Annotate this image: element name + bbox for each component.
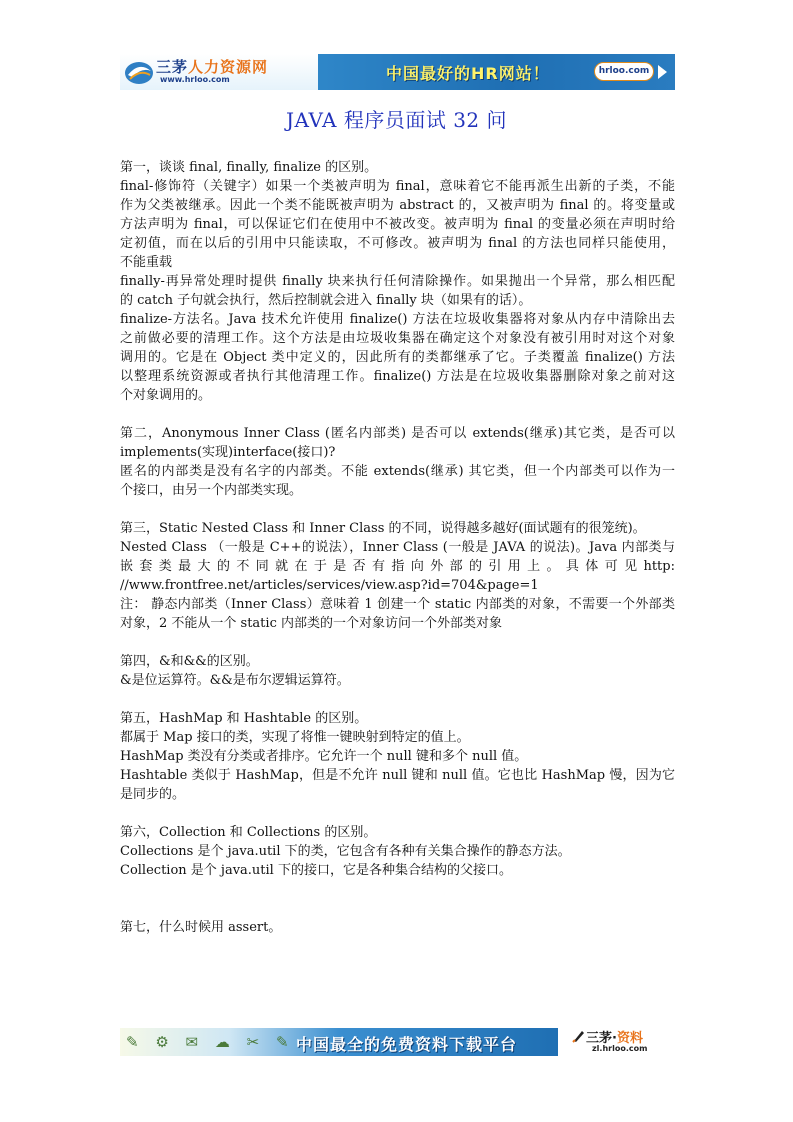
site-brand: 三茅人力资源网 [156, 58, 269, 76]
paragraph-line: 个对象调用的。 [120, 388, 212, 403]
site-link-pill[interactable]: hrloo.com [594, 62, 654, 81]
paragraph-line: finally-再异常处理时提供 finally 块来执行任何清除操作。如果抛出一个异常，那么相匹配 [120, 274, 675, 289]
spacer [120, 804, 675, 823]
header-banner[interactable] [120, 54, 675, 90]
spacer [120, 633, 675, 652]
q4-heading: 第四，&和&&的区别。 [120, 654, 259, 669]
paragraph-line: 以整理系统资源或者执行其他清理工作。finalize() 方法是在垃圾收集器删除对象之前对这 [120, 369, 675, 384]
paragraph-line: implements(实现)interface(接口)? [120, 445, 336, 460]
spacer [120, 880, 675, 918]
paragraph-line: finalize-方法名。Java 技术允许使用 finalize() 方法在垃圾收集器将对象从内存中清除出去 [120, 312, 675, 327]
paragraph-line: 匿名的内部类是没有名字的内部类。不能 extends(继承) 其它类，但一个内部类可以作为一 [120, 464, 675, 479]
paragraph-line: final-修饰符（关键字）如果一个类被声明为 final，意味着它不能再派生出新的子类，不能 [120, 179, 675, 194]
document-title: JAVA 程序员面试 32 问 [285, 108, 507, 132]
q2-heading: 第二，Anonymous Inner Class (匿名内部类) 是否可以 extends(继承)其它类，是否可以 [120, 426, 675, 441]
paragraph-line: Nested Class （一般是 C++的说法），Inner Class (一般是 JAVA 的说法)。Java 内部类与 [120, 540, 675, 555]
spacer [120, 405, 675, 424]
paragraph-line: 都属于 Map 接口的类，实现了将惟一键映射到特定的值上。 [120, 730, 470, 745]
paragraph-link-line[interactable]: //www.frontfree.net/articles/services/view.asp?id=704&page=1 [120, 578, 539, 593]
paragraph-line: Collection 是个 java.util 下的接口，它是各种集合结构的父接口。 [120, 863, 512, 878]
paragraph-line: 之前做必要的清理工作。这个方法是由垃圾收集器在确定这个对象没有被引用时对这个对象 [120, 331, 675, 346]
paragraph-line: 不能重载 [120, 255, 173, 270]
footer-brand: 三茅·资料 [586, 1031, 643, 1046]
paragraph-line: 调用的。它是在 Object 类中定义的，因此所有的类都继承了它。子类覆盖 finalize() 方法 [120, 350, 675, 365]
paragraph-line: HashMap 类没有分类或者排序。它允许一个 null 键和多个 null 值。 [120, 749, 528, 764]
logo-emblem-icon [124, 59, 154, 85]
arrow-right-icon [658, 65, 667, 79]
spacer [120, 690, 675, 709]
footer-url: zl.hrloo.com [592, 1044, 648, 1053]
paragraph-line: 嵌 套 类 最 大 的 不 同 就 在 于 是 否 有 指 向 外 部 的 引 用 上 。 具 体 可 见 http: [120, 559, 675, 574]
paragraph-line: 个接口，由另一个内部类实现。 [120, 483, 303, 498]
paragraph-line: &是位运算符。&&是布尔逻辑运算符。 [120, 673, 350, 688]
paragraph-line: Collections 是个 java.util 下的类，它包含有各种有关集合操作的静态方法。 [120, 844, 571, 859]
paragraph-line: 的 catch 子句就会执行，然后控制就会进入 finally 块（如果有的话）。 [120, 293, 532, 308]
q5-heading: 第五，HashMap 和 Hashtable 的区别。 [120, 711, 368, 726]
header-slogan: 中国最好的HR网站！ [386, 64, 550, 83]
footer-slogan: 中国最全的免费资料下载平台 [296, 1035, 518, 1054]
paragraph-line: 定初值，而在以后的引用中只能读取，不可修改。被声明为 final 的方法也同样只能使用， [120, 236, 675, 251]
paragraph-line: 注： 静态内部类（Inner Class）意味着 1 创建一个 static 内部类的对象，不需要一个外部类 [120, 597, 675, 612]
q3-heading: 第三，Static Nested Class 和 Inner Class 的不同，说得越多越好(面试题有的很笼统)。 [120, 521, 646, 536]
site-logo[interactable] [120, 54, 318, 90]
spacer [120, 500, 675, 519]
stationery-icons: ✎ ⚙ ✉ ☁ ✂ ✎ [126, 1033, 295, 1051]
pen-icon [572, 1029, 586, 1043]
q7-heading: 第七，什么时候用 assert。 [120, 920, 282, 935]
paragraph-line: 对象，2 不能从一个 static 内部类的一个对象访问一个外部类对象 [120, 616, 502, 631]
paragraph-line: Hashtable 类似于 HashMap，但是不允许 null 键和 null 值。它也比 HashMap 慢，因为它 [120, 768, 675, 783]
q1-heading: 第一，谈谈 final, finally, finalize 的区别。 [120, 160, 378, 175]
footer-banner[interactable] [120, 1027, 675, 1057]
site-url: www.hrloo.com [160, 75, 230, 84]
footer-ad-strip[interactable] [120, 1028, 558, 1056]
paragraph-line: 作为父类被继承。因此一个类不能既被声明为 abstract 的，又被声明为 final 的。将变量或 [120, 198, 675, 213]
q6-heading: 第六，Collection 和 Collections 的区别。 [120, 825, 377, 840]
footer-logo[interactable] [572, 1027, 675, 1057]
document-body [120, 158, 675, 937]
paragraph-line: 方法声明为 final，可以保证它们在使用中不被改变。被声明为 final 的变量必须在声明时给 [120, 217, 675, 232]
paragraph-line: 是同步的。 [120, 787, 186, 802]
